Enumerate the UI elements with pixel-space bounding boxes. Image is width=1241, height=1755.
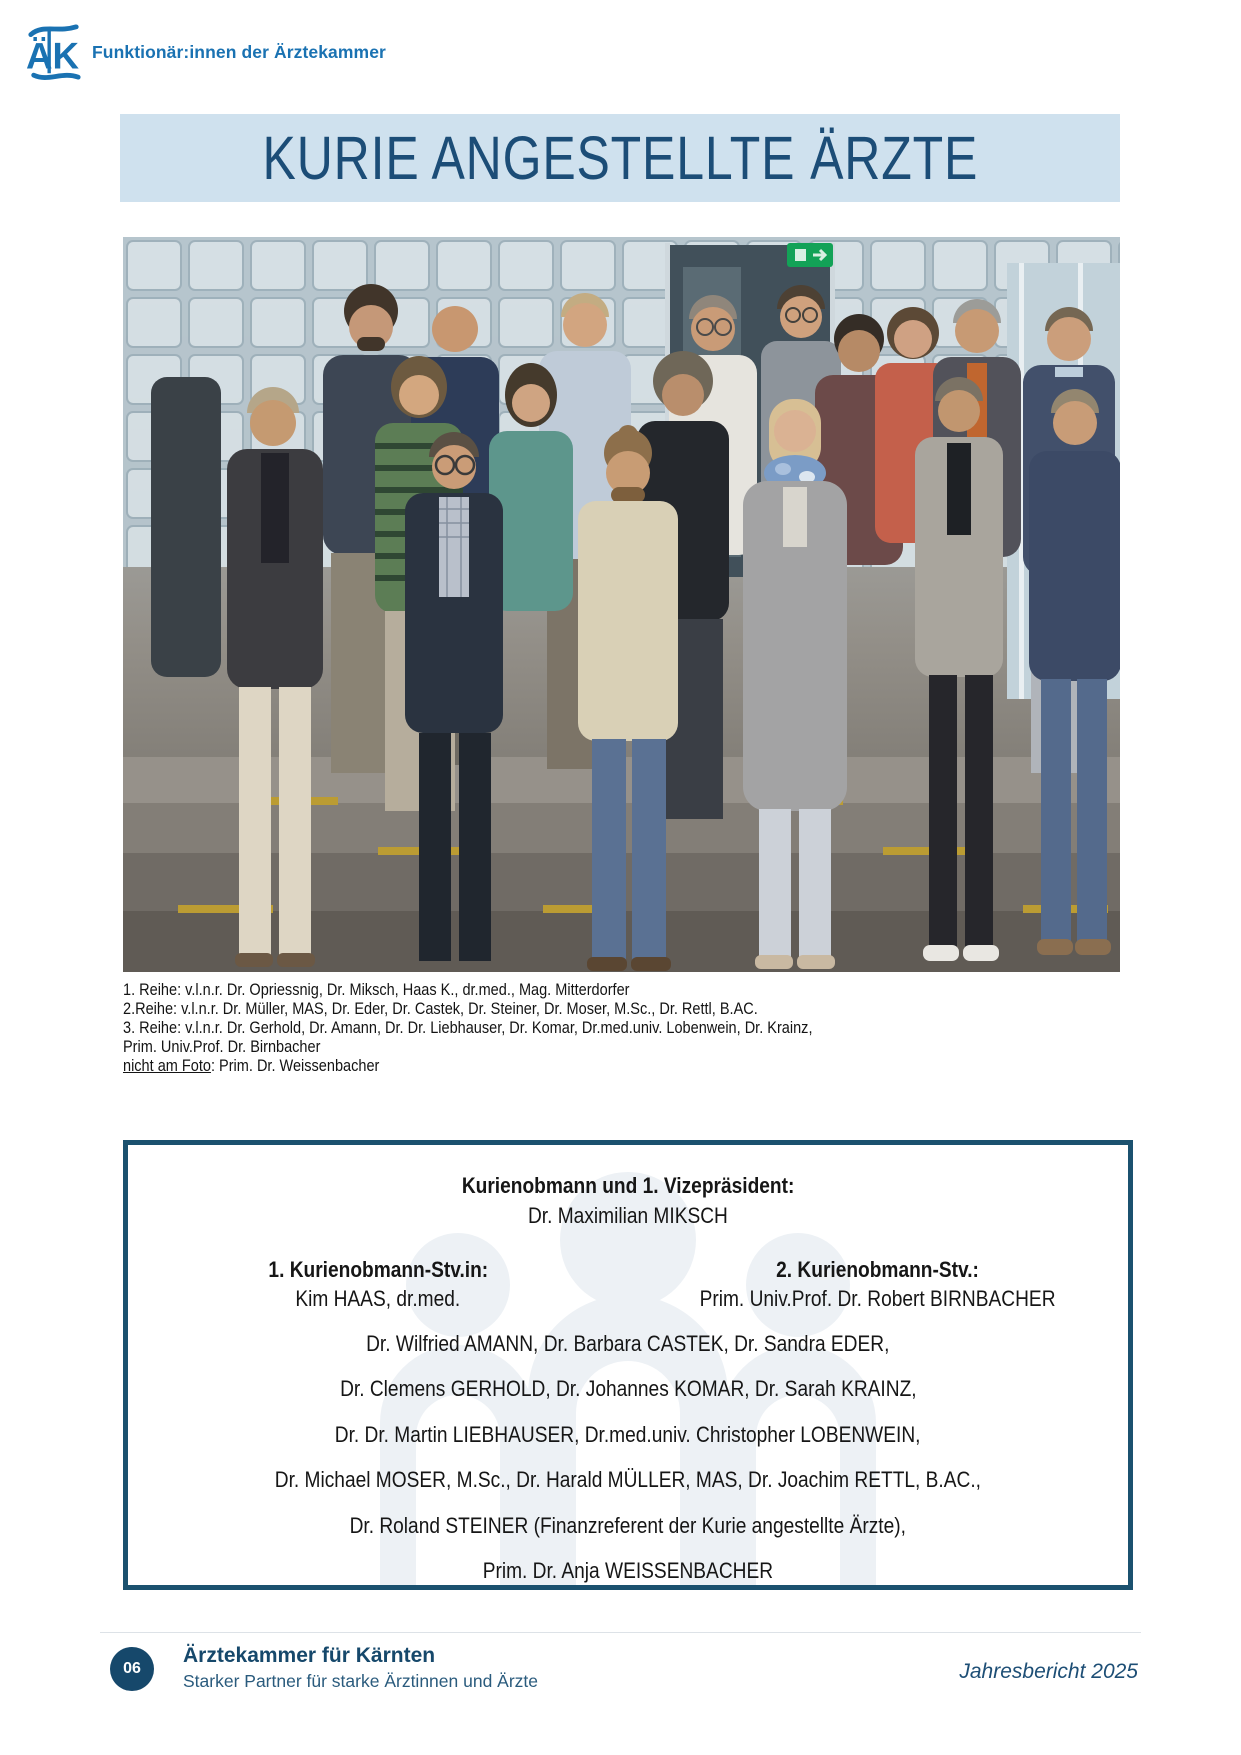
- photo-caption: [123, 981, 1197, 1076]
- deputy-2-title: 2. Kurienobmann-Stv.:: [776, 1257, 980, 1282]
- aek-logo-icon: [25, 22, 83, 82]
- page-header-title: Funktionär:innen der Ärztekammer: [92, 41, 386, 62]
- footer-org-tagline: Starker Partner für starke Ärztinnen und Ärzte: [183, 1671, 539, 1691]
- page-header: [25, 22, 386, 82]
- page-number-badge: 06: [110, 1647, 154, 1691]
- member-line: Dr. Dr. Martin LIEBHAUSER, Dr.med.univ. Christopher LOBENWEIN,: [335, 1421, 921, 1447]
- svg-text:ÄK: ÄK: [25, 35, 80, 77]
- footer-org-name: Ärztekammer für Kärnten: [183, 1644, 436, 1667]
- deputy-1: [128, 1256, 628, 1312]
- member-line: Prim. Dr. Anja WEISSENBACHER: [482, 1558, 774, 1583]
- chair-title: Kurienobmann und 1. Vizepräsident:: [461, 1173, 795, 1198]
- not-pictured-label: nicht am Foto: [123, 1057, 211, 1075]
- deputy-1-name: Kim HAAS, dr.med.: [295, 1286, 461, 1311]
- deputy-2-name: Prim. Univ.Prof. Dr. Robert BIRNBACHER: [700, 1286, 1056, 1311]
- deputies-row: [128, 1256, 1128, 1312]
- caption-row-1: 1. Reihe: v.l.n.r. Dr. Opriessnig, Dr. Miksch, Haas K., dr.med., Mag. Mitterdorfer: [123, 981, 630, 999]
- member-line: Dr. Wilfried AMANN, Dr. Barbara CASTEK, Dr. Sandra EDER,: [366, 1330, 890, 1356]
- footer-divider: [100, 1632, 1141, 1633]
- members-list: [128, 1330, 1128, 1586]
- section-title-banner: [120, 114, 1120, 202]
- not-pictured-value: : Prim. Dr. Weissenbacher: [210, 1057, 380, 1075]
- board-box-content: [128, 1172, 1128, 1585]
- exit-sign: [787, 243, 833, 267]
- member-line: Dr. Michael MOSER, M.Sc., Dr. Harald MÜLLER, MAS, Dr. Joachim RETTL, B.AC.,: [274, 1467, 982, 1492]
- deputy-1-title: 1. Kurienobmann-Stv.in:: [268, 1257, 488, 1282]
- group-photo: [123, 237, 1120, 972]
- footer-report-title: Jahresbericht 2025: [959, 1660, 1138, 1683]
- caption-not-pictured: [123, 1057, 1197, 1076]
- caption-row-3: 3. Reihe: v.l.n.r. Dr. Gerhold, Dr. Amann, Dr. Dr. Liebhauser, Dr. Komar, Dr.med.univ. Lobenwein, Dr. Krainz,: [123, 1019, 813, 1037]
- deputy-2: [628, 1256, 1128, 1312]
- member-line: Dr. Roland STEINER (Finanzreferent der Kurie angestellte Ärzte),: [349, 1512, 907, 1538]
- board-box: [123, 1140, 1133, 1590]
- footer-org: [183, 1643, 538, 1692]
- section-title: KURIE ANGESTELLTE ÄRZTE: [262, 124, 978, 192]
- caption-row-4: Prim. Univ.Prof. Dr. Birnbacher: [123, 1038, 321, 1056]
- caption-row-2: 2.Reihe: v.l.n.r. Dr. Müller, MAS, Dr. Eder, Dr. Castek, Dr. Steiner, Dr. Moser, M.Sc., Dr. Rettl, B.AC.: [123, 1000, 758, 1018]
- chair-name: Dr. Maximilian MIKSCH: [528, 1203, 728, 1228]
- member-line: Dr. Clemens GERHOLD, Dr. Johannes KOMAR, Dr. Sarah KRAINZ,: [339, 1376, 917, 1401]
